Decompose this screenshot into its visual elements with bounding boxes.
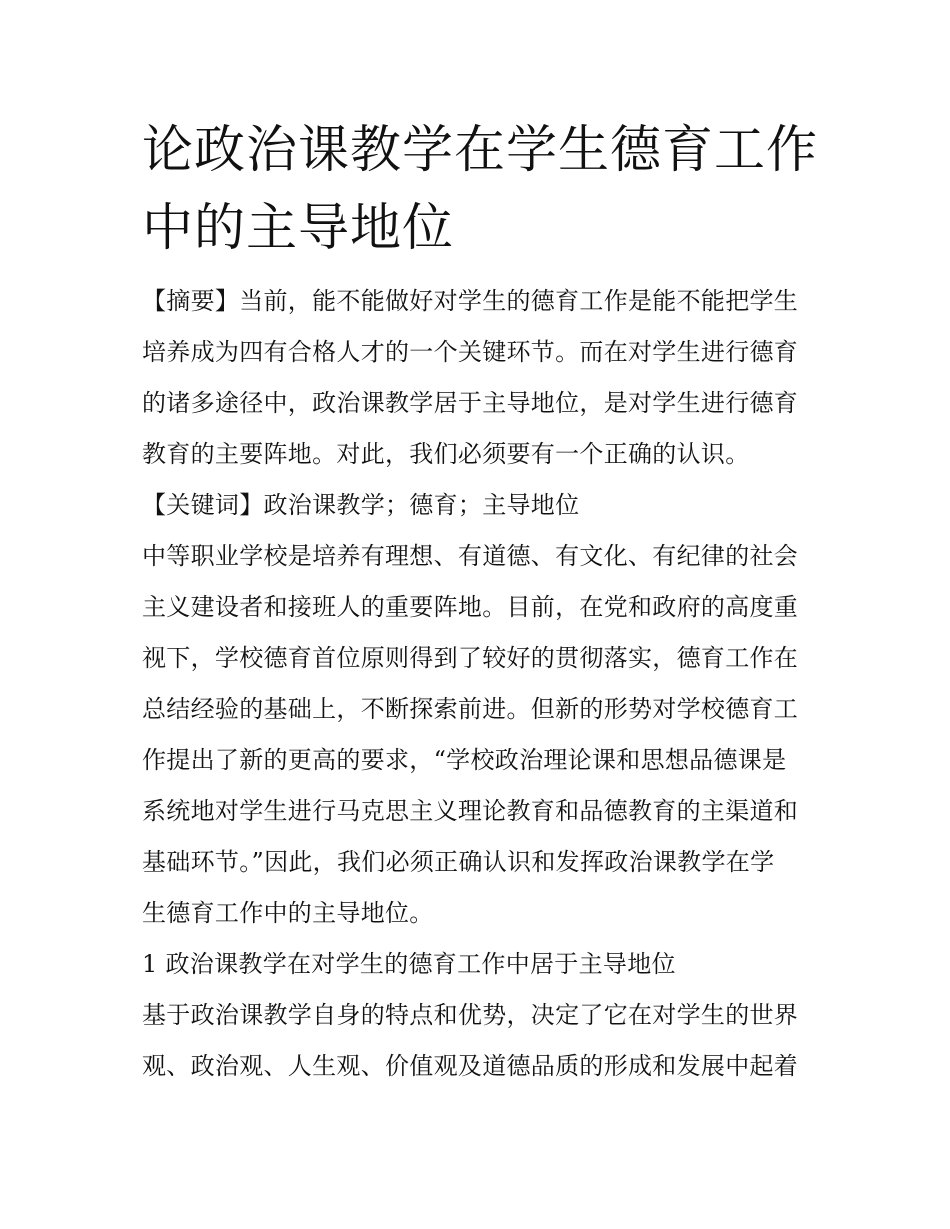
paragraph-line: 观、政治观、人生观、价值观及道德品质的形成和发展中起着 [142,1052,799,1080]
paragraph-line: 视下，学校德育首位原则得到了较好的贯彻落实，德育工作在 [142,644,799,672]
title-line-1: 论政治课教学在学生德育工作 [142,121,819,180]
abstract-line: 培养成为四有合格人才的一个关键环节。而在对学生进行德育 [142,338,799,366]
title-line-2: 中的主导地位 [142,199,455,258]
paragraph-line: 中等职业学校是培养有理想、有道德、有文化、有纪律的社会 [142,542,799,570]
paragraph-line: 系统地对学生进行马克思主义理论教育和品德教育的主渠道和 [142,797,799,825]
document-body [142,281,822,1097]
section-heading: 1 政治课教学在对学生的德育工作中居于主导地位 [142,950,676,978]
abstract-line: 教育的主要阵地。对此，我们必须要有一个正确的认识。 [142,440,750,468]
paragraph-line: 作提出了新的更高的要求，“学校政治理论课和思想品德课是 [142,746,787,774]
paragraph-line: 基础环节。”因此，我们必须正确认识和发挥政治课教学在学 [142,848,775,876]
paragraph-line: 生德育工作中的主导地位。 [142,899,434,927]
document-title [142,112,822,268]
paragraph-line: 总结经验的基础上，不断探索前进。但新的形势对学校德育工 [142,695,799,723]
paragraph-line: 主义建设者和接班人的重要阵地。目前，在党和政府的高度重 [142,593,799,621]
abstract-line: 的诸多途径中，政治课教学居于主导地位，是对学生进行德育 [142,389,799,417]
paragraph-line: 基于政治课教学自身的特点和优势，决定了它在对学生的世界 [142,1001,799,1029]
abstract-line: 【摘要】当前，能不能做好对学生的德育工作是能不能把学生 [142,287,799,315]
keywords-line: 【关键词】政治课教学；德育；主导地位 [142,491,580,519]
